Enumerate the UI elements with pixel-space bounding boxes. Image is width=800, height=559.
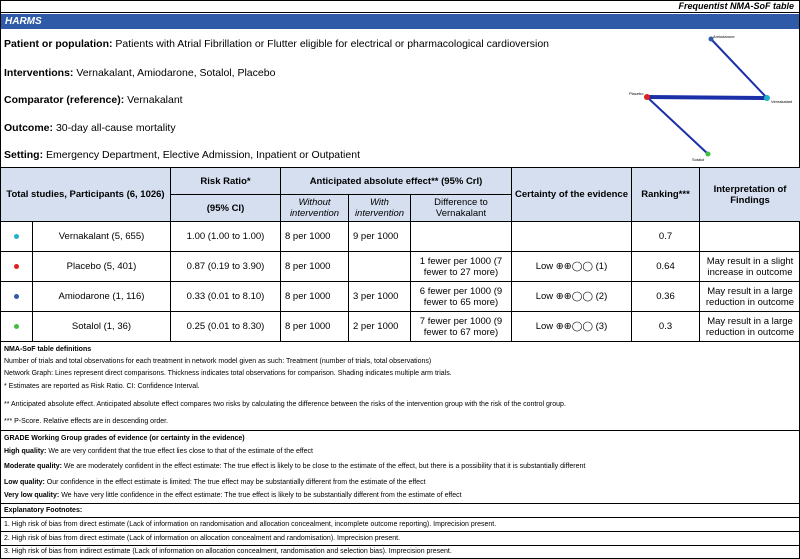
- info-comparator: Comparator (reference): Vernakalant: [4, 94, 183, 106]
- certainty-cell: Low ⊕⊕◯◯ (1): [512, 252, 632, 282]
- definition-line: Number of trials and total observations for each treatment in network model given as such: Treatment (number of trials, total observations): [4, 358, 432, 365]
- without-cell: 8 per 1000: [281, 282, 349, 312]
- network-graph: [620, 32, 800, 164]
- divider: [0, 531, 800, 532]
- treatment-cell: Placebo (5, 401): [33, 252, 171, 282]
- treatment-cell: Amiodarone (1, 116): [33, 282, 171, 312]
- divider: [0, 430, 800, 431]
- header-interpretation: Interpretation of Findings: [700, 168, 800, 222]
- header-ranking: Ranking***: [632, 168, 700, 222]
- without-cell: 8 per 1000: [281, 252, 349, 282]
- rr-cell: 0.25 (0.01 to 8.30): [171, 312, 281, 342]
- label-amiodarone: Amiodarone: [713, 34, 735, 39]
- color-dot: [14, 294, 19, 299]
- table-row: [1, 282, 800, 312]
- definition-line: Network Graph: Lines represent direct comparisons. Thickness indicates total observations for comparison. Shading indicates multiple arm trials.: [4, 370, 452, 377]
- ranking-cell: 0.3: [632, 312, 700, 342]
- info-interventions: Interventions: Vernakalant, Amiodarone, Sotalol, Placebo: [4, 67, 276, 79]
- interpretation-cell: May result in a large reduction in outcome: [700, 282, 800, 312]
- node-sotalol: [706, 152, 711, 157]
- rr-cell: 0.33 (0.01 to 8.10): [171, 282, 281, 312]
- interpretation-cell: [700, 222, 800, 252]
- rr-cell: 0.87 (0.19 to 3.90): [171, 252, 281, 282]
- header-without: Without intervention: [281, 195, 349, 222]
- table-row: [1, 252, 800, 282]
- sof-table: [0, 167, 800, 342]
- treatment-cell: Vernakalant (5, 655): [33, 222, 171, 252]
- color-dot: [14, 234, 19, 239]
- header-with: With intervention: [349, 195, 411, 222]
- ranking-cell: 0.7: [632, 222, 700, 252]
- footnote-line: 3. High risk of bias from indirect estimate (Lack of information on allocation concealment, randomisation and selection bias). Imprecision present.: [4, 548, 452, 555]
- divider: [0, 503, 800, 504]
- with-cell: 3 per 1000: [349, 282, 411, 312]
- divider: [0, 517, 800, 518]
- definition-line: * Estimates are reported as Risk Ratio. CI: Confidence Interval.: [4, 383, 200, 390]
- edge-placebo-sotalol: [647, 97, 708, 154]
- top-title: Frequentist NMA-SoF table: [678, 1, 794, 11]
- header-studies: Total studies, Participants (6, 1026): [1, 168, 171, 222]
- info-outcome: Outcome: 30-day all-cause mortality: [4, 122, 176, 134]
- color-dot: [14, 264, 19, 269]
- grade-line: Moderate quality: We are moderately confident in the effect estimate: The true effect is likely to be close to the estimate of the effect, but there is a possibility that it is substantially different: [4, 463, 586, 470]
- certainty-cell: Low ⊕⊕◯◯ (2): [512, 282, 632, 312]
- header-anticipated: Anticipated absolute effect** (95% CrI): [281, 168, 512, 195]
- label-sotalol: Sotalol: [692, 157, 705, 162]
- difference-cell: 7 fewer per 1000 (9 fewer to 67 more): [411, 312, 512, 342]
- info-setting: Setting: Emergency Department, Elective Admission, Inpatient or Outpatient: [4, 149, 360, 161]
- divider: [0, 545, 800, 546]
- grade-title: GRADE Working Group grades of evidence (or certainty in the evidence): [4, 435, 245, 442]
- interpretation-cell: May result in a large reduction in outcome: [700, 312, 800, 342]
- certainty-cell: Low ⊕⊕◯◯ (3): [512, 312, 632, 342]
- interpretation-cell: May result in a slight increase in outcome: [700, 252, 800, 282]
- treatment-cell: Sotalol (1, 36): [33, 312, 171, 342]
- difference-cell: 6 fewer per 1000 (9 fewer to 65 more): [411, 282, 512, 312]
- footnote-line: 2. High risk of bias from direct estimate (Lack of information on allocation concealment and randomisation). Imprecision present.: [4, 535, 401, 542]
- difference-cell: 1 fewer per 1000 (7 fewer to 27 more): [411, 252, 512, 282]
- info-population: Patient or population: Patients with Atrial Fibrillation or Flutter eligible for electrical or pharmacological cardioversion: [4, 38, 550, 50]
- grade-line: Low quality: Our confidence in the effect estimate is limited: The true effect may be substantially different from the estimate of the effect: [4, 479, 426, 486]
- top-bar: [0, 0, 800, 13]
- without-cell: 8 per 1000: [281, 312, 349, 342]
- footnotes-title: Explanatory Footnotes:: [4, 507, 83, 514]
- grade-line: High quality: We are very confident that the true effect lies close to that of the estimate of the effect: [4, 448, 313, 455]
- without-cell: 8 per 1000: [281, 222, 349, 252]
- definitions-title: NMA-SoF table definitions: [4, 346, 92, 353]
- header-risk-ratio: Risk Ratio*: [171, 168, 281, 195]
- with-cell: [349, 252, 411, 282]
- definition-line: ** Anticipated absolute effect. Anticipated absolute effect compares two risks by calculating the difference between the risks of the intervention group with the risk of the control group.: [4, 401, 566, 408]
- label-vernakalant: Vernakalant: [771, 99, 793, 104]
- table-row: [1, 222, 800, 252]
- color-dot: [14, 324, 19, 329]
- header-certainty: Certainty of the evidence: [512, 168, 632, 222]
- header-difference: Difference to Vernakalant: [411, 195, 512, 222]
- ranking-cell: 0.36: [632, 282, 700, 312]
- with-cell: 2 per 1000: [349, 312, 411, 342]
- certainty-cell: [512, 222, 632, 252]
- label-placebo: Placebo: [629, 91, 644, 96]
- footnote-line: 1. High risk of bias from direct estimate (Lack of information on randomisation and allocation concealment, incomplete outcome reporting). Imprecision present.: [4, 521, 497, 528]
- section-header: HARMS: [1, 14, 799, 29]
- node-vernakalant: [764, 95, 770, 101]
- with-cell: 9 per 1000: [349, 222, 411, 252]
- definition-line: *** P-Score. Relative effects are in descending order.: [4, 418, 169, 425]
- node-placebo: [644, 94, 650, 100]
- edge-placebo-vernakalant: [647, 97, 767, 98]
- difference-cell: [411, 222, 512, 252]
- table-row: [1, 312, 800, 342]
- rr-cell: 1.00 (1.00 to 1.00): [171, 222, 281, 252]
- ranking-cell: 0.64: [632, 252, 700, 282]
- grade-line: Very low quality: We have very little confidence in the effect estimate: The true effect is likely to be substantially different from the estimate of effect: [4, 492, 462, 499]
- edge-amiodarone-vernakalant: [711, 39, 767, 98]
- header-rr-ci: (95% CI): [171, 195, 281, 222]
